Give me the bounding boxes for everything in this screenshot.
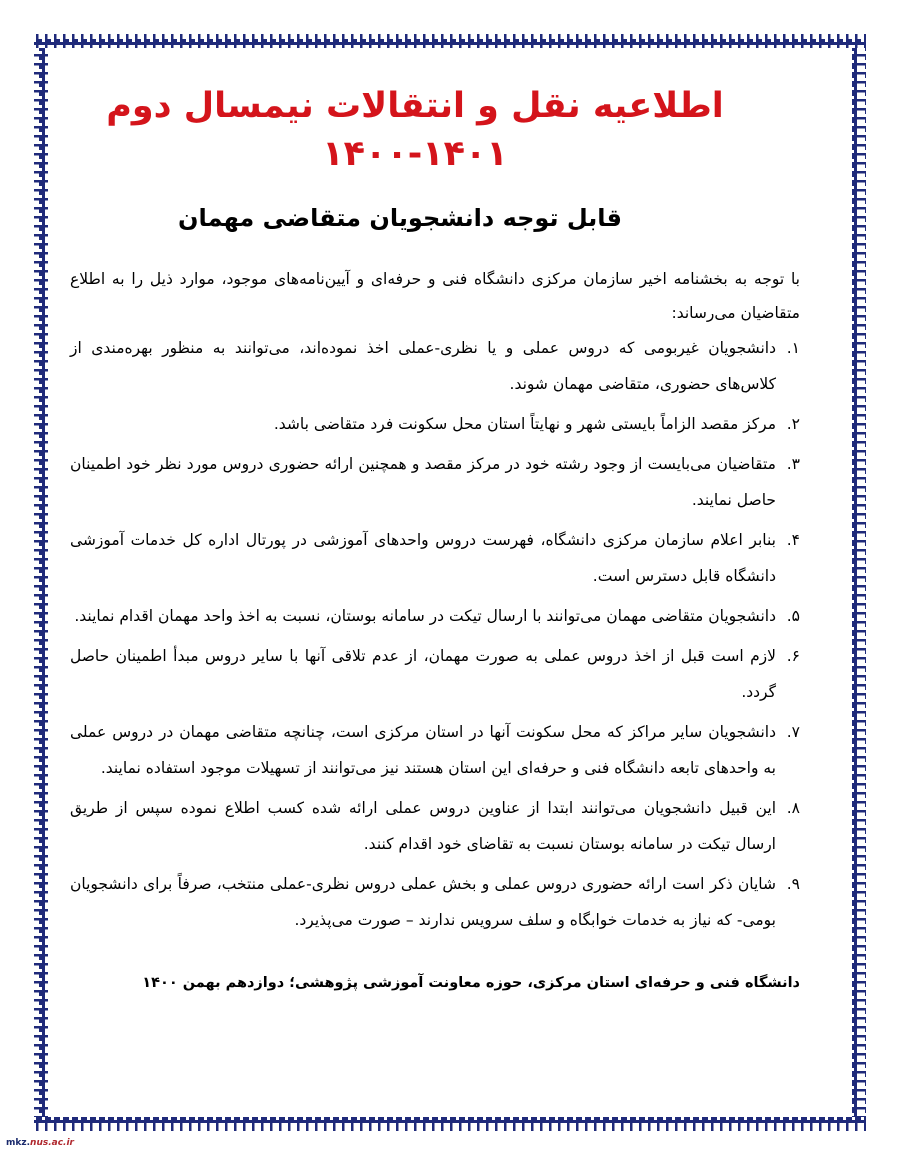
item-number: ۴. (786, 531, 800, 549)
item-text: دانشجویان غیربومی که دروس عملی و یا نظری-عملی اخذ نموده‌اند، می‌توانند به منظور بهره‌مندی از کلاس‌های حضوری، متقاضی مهمان شوند. (70, 339, 776, 393)
list-item (70, 714, 800, 786)
page-subtitle: قابل توجه دانشجویان متقاضی مهمان (177, 204, 623, 232)
item-number: ۳. (786, 455, 800, 473)
item-number: ۷. (786, 723, 800, 741)
site-watermark (2, 1135, 78, 1151)
item-text: دانشجویان سایر مراکز که محل سکونت آنها در استان مرکزی است، چنانچه متقاضی مهمان در دروس عملی به واحدهای تابعه دانشگاه فنی و حرفه‌ای این استان هستند نیز می‌توانند از تسهیلات موجود استفاده نمایند. (70, 723, 776, 777)
item-text: دانشجویان متقاضی مهمان می‌توانند با ارسال تیکت در سامانه بوستان، نسبت به اخذ واحد مهمان اقدام نمایند. (74, 607, 776, 625)
announcement-list (70, 330, 800, 938)
item-number: ۵. (786, 607, 800, 625)
item-number: ۱. (786, 339, 800, 357)
list-item (70, 446, 800, 518)
list-item (70, 522, 800, 594)
item-text: متقاضیان می‌بایست از وجود رشته خود در مرکز مقصد و همچنین ارائه حضوری دروس مورد نظر خود اطمینان حاصل نمایند. (70, 455, 776, 509)
item-number: ۹. (786, 875, 800, 893)
list-item (70, 330, 800, 402)
list-item (70, 866, 800, 938)
item-number: ۲. (786, 415, 800, 433)
item-number: ۶. (786, 647, 800, 665)
watermark-prefix: mkz. (6, 1138, 31, 1148)
item-text: این قبیل دانشجویان می‌توانند ابتدا از عناوین دروس عملی ارائه شده کسب اطلاع نموده سپس از طریق ارسال تیکت در سامانه بوستان نسبت به تقاضای خود اقدام کنند. (70, 799, 776, 853)
item-text: بنابر اعلام سازمان مرکزی دانشگاه، فهرست دروس واحدهای آموزشی در پورتال اداره کل خدمات آموزشی دانشگاه قابل دسترس است. (70, 531, 776, 585)
signature-line: دانشگاه فنی و حرفه‌ای استان مرکزی، حوزه معاونت آموزشی پژوهشی؛ دوازدهم بهمن ۱۴۰۰ (142, 975, 800, 991)
list-item (70, 598, 800, 634)
item-text: شایان ذکر است ارائه حضوری دروس عملی و بخش عملی دروس نظری-عملی منتخب، صرفاً برای دانشجویان بومی- که نیاز به خدمات خوابگاه و سلف سرویس ندارند – صورت می‌پذیرد. (70, 875, 776, 929)
intro-paragraph: با توجه به بخشنامه اخیر سازمان مرکزی دانشگاه فنی و حرفه‌ای و آیین‌نامه‌های موجود، موارد ذیل را به اطلاع متقاضیان می‌رساند: (70, 270, 800, 322)
watermark-domain: nus.ac.ir (30, 1138, 74, 1148)
item-number: ۸. (786, 799, 800, 817)
announcement-body (70, 70, 800, 1070)
list-item (70, 790, 800, 862)
list-item (70, 638, 800, 710)
item-text: مرکز مقصد الزاماً بایستی شهر و نهایتاً استان محل سکونت فرد متقاضی باشد. (273, 415, 776, 433)
page-title: اطلاعیه نقل و انتقالات نیمسال دوم ۱۴۰۱-۱۴۰۰ (106, 86, 724, 174)
list-item (70, 406, 800, 442)
item-text: لازم است قبل از اخذ دروس عملی به صورت مهمان، از عدم تلاقی آنها با سایر دروس مبدأ اطمینان حاصل گردد. (70, 647, 776, 701)
